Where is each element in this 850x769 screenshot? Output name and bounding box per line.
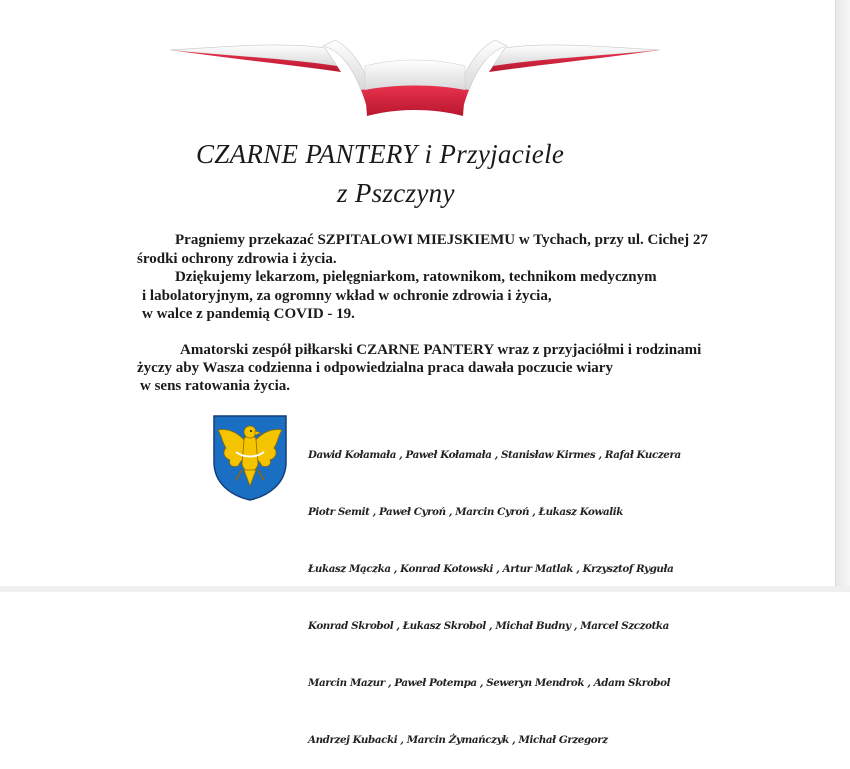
names-line-5: Marcin Mazur , Paweł Potempa , Seweryn Mendrok , Adam Skrobol xyxy=(308,677,671,689)
heading-line-2: z Pszczyny xyxy=(337,178,455,208)
names-line-2: Piotr Semit , Paweł Cyroń , Marcin Cyroń , Łukasz Kowalik xyxy=(308,506,623,518)
heading-line-1: CZARNE PANTERY i Przyjaciele xyxy=(196,139,565,169)
paragraph1-line-5: w walce z pandemią COVID - 19. xyxy=(142,306,355,322)
paragraph1-line-2: środki ochrony zdrowia i życia. xyxy=(137,251,337,267)
page-edge xyxy=(835,0,850,592)
paragraph1-line-1: Pragniemy przekazać SZPITALOWI MIEJSKIEMU w Tychach, przy ul. Cichej 27 xyxy=(175,232,708,248)
names-line-4: Konrad Skrobol , Łukasz Skrobol , Michał Budny , Marcel Szczotka xyxy=(308,620,669,632)
paragraph1-line-3: Dziękujemy lekarzom, pielęgniarkom, ratownikom, technikom medycznym xyxy=(175,269,657,285)
paragraph2-line-2: życzy aby Wasza codzienna i odpowiedzialna praca dawała poczucie wiary xyxy=(137,360,613,376)
paragraph1-line-4: i labolatoryjnym, za ogromny wkład w ochronie zdrowia i życia, xyxy=(142,288,552,304)
paragraph2-line-3: w sens ratowania życia. xyxy=(140,378,290,394)
paragraph2-line-1: Amatorski zespół piłkarski CZARNE PANTERY wraz z przyjaciółmi i rodzinami xyxy=(180,342,702,358)
names-line-1: Dawid Kołamała , Paweł Kołamała , Stanisław Kirmes , Rafał Kuczera xyxy=(308,449,681,461)
silesian-eagle-coat-of-arms-icon xyxy=(212,414,288,502)
names-line-6: Andrzej Kubacki , Marcin Żymańczyk , Michał Grzegorz xyxy=(308,734,608,746)
names-line-3: Łukasz Mączka , Konrad Kotowski , Artur Matlak , Krzysztof Ryguła xyxy=(308,563,674,575)
polish-flag-ribbon-icon xyxy=(165,28,665,123)
names-list xyxy=(308,408,681,769)
